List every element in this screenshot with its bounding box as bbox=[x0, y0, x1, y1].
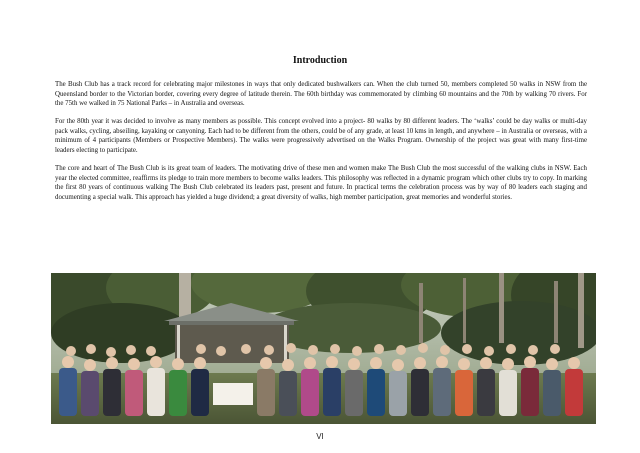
paragraph-2: For the 80th year it was decided to involve as many members as possible. This concept evolved into a project- 80 walks by 80 different leaders. The ‘walks’ could be day walks or multi-day pack walks, cycling, abseiling, kayaking or canyoning. Each had to be different from the others, could be of any grade, at least 10 kms in length, and anywhere – in Australia or overseas, with a minimum of 4 participants (Members or Prospective Members). The walks were progressively advertised on the Walks Program. Ownership of the project was great with many first-time leaders electing to participate. bbox=[55, 118, 587, 155]
group-photo-illustration bbox=[51, 273, 596, 424]
page-title: Introduction bbox=[292, 55, 348, 66]
group-photo bbox=[51, 273, 596, 424]
paragraph-1: The Bush Club has a track record for celebrating major milestones in ways that only dedicated bushwalkers can. When the club turned 50, members completed 50 walks in NSW from the Queensland border to the Victorian border, covering every degree of latitude therein. The 60th birthday was commemorated by climbing 60 mountains and the 70th by walking 70 rivers. For the 75th we walked in 75 National Parks – in Australia and overseas. bbox=[55, 81, 587, 108]
body-text bbox=[55, 80, 587, 211]
paragraph-3: The core and heart of The Bush Club is its great team of leaders. The motivating drive of these men and women make The Bush Club the most successful of the walking clubs in NSW. Each year the elected committee, reaffirms its pledge to train more members to become walks leaders. This philosophy was reflected in a dynamic program which other clubs try to copy. In marking the first 80 years of continuous walking The Bush Club celebrated its leaders past, present and future. In practical terms the celebration process was by way of 80 leaders each staging and documenting a special walk. This approach has yielded a huge dividend; a great diversity of walks, high member participation, great memories and wonderful stories. bbox=[55, 165, 587, 201]
page-number: VI bbox=[316, 432, 324, 441]
